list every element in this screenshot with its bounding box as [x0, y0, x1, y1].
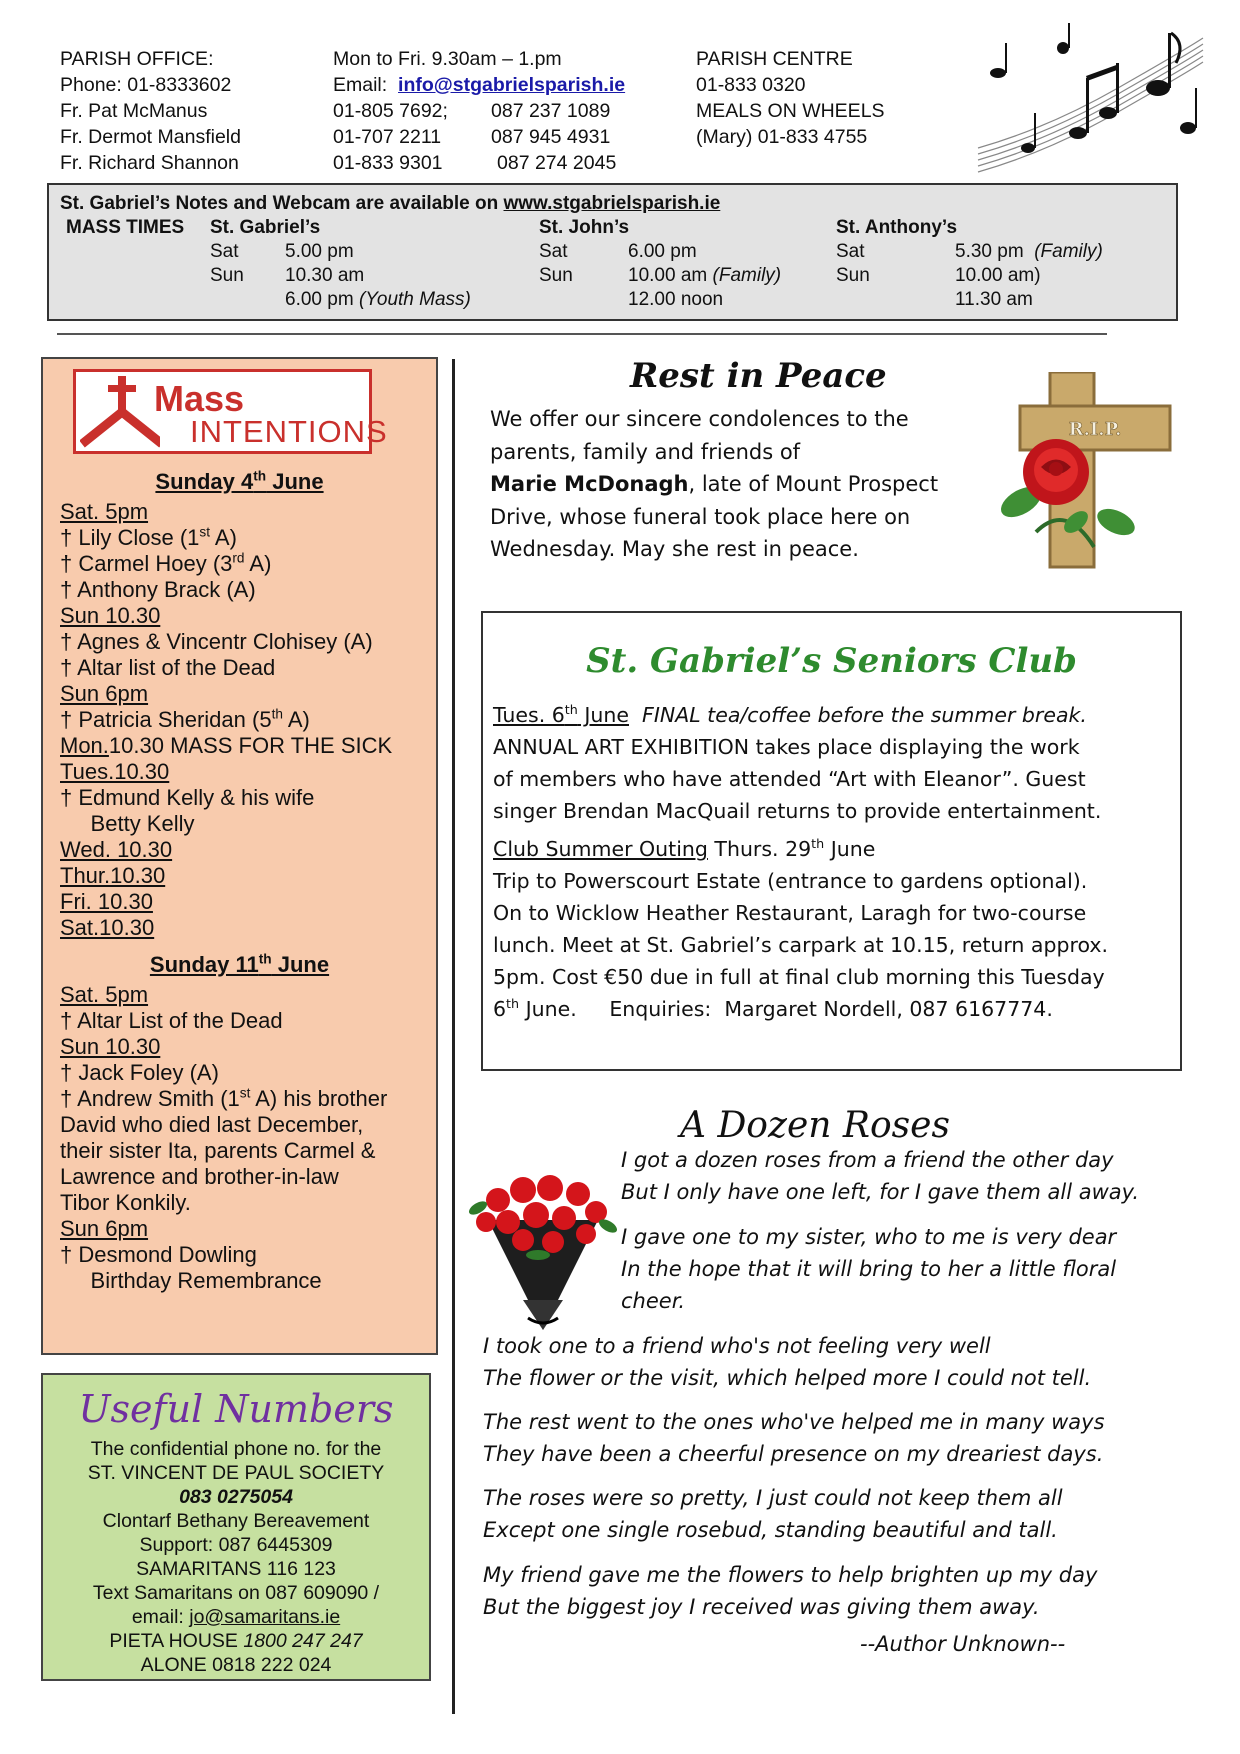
intention-line: † Jack Foley (A): [60, 1060, 219, 1085]
intention-line: Thur.10.30: [60, 863, 166, 888]
poem-line: Except one single rosebud, standing beautiful and tall.: [483, 1518, 1058, 1542]
seniors-line: [493, 699, 1087, 731]
intention-line: † Edmund Kelly & his wife: [60, 785, 315, 810]
seniors-line: ANNUAL ART EXHIBITION takes place displaying the work: [493, 735, 1080, 759]
intention-sup: th: [271, 706, 283, 722]
intention-line: Sun 6pm: [60, 1216, 149, 1241]
webcam-notice: [60, 193, 720, 215]
seniors-club-box: [481, 611, 1182, 1071]
intention-text: † Carmel Hoey (3: [60, 551, 233, 576]
poem-line: The flower or the visit, which helped more I could not tell.: [483, 1366, 1092, 1390]
mass-times-label: MASS TIMES: [66, 217, 185, 238]
useful-numbers-title: Useful Numbers: [78, 1387, 394, 1431]
rip-cross-rose-icon: [996, 372, 1180, 572]
intention-line: Tues.10.30: [60, 759, 170, 784]
seniors-date: Tues. 6: [493, 703, 565, 727]
useful-line: SAMARITANS 116 123: [136, 1558, 336, 1580]
pieta-phone: 1800 247 247: [243, 1630, 363, 1652]
priest-2: Fr. Dermot Mansfield: [60, 126, 241, 148]
intention-line: Sat. 5pm: [60, 982, 149, 1007]
music-notes-icon: [968, 18, 1208, 183]
mass-day: Sun: [210, 265, 244, 286]
sunday-heading-1: [43, 469, 436, 495]
mass-intentions-logo: [73, 369, 388, 454]
church-roof-icon: [80, 376, 160, 448]
rip-line: Drive, whose funeral took place here on: [490, 504, 911, 529]
seniors-line: [493, 833, 875, 865]
rip-line: [490, 468, 970, 501]
mass-time-value: 6.00 pm: [285, 289, 354, 310]
poem-line: They have been a cheerful presence on my dreariest days.: [483, 1442, 1104, 1466]
intention-line: Sun 10.30: [60, 603, 161, 628]
email-link[interactable]: info@stgabrielsparish.ie: [398, 74, 626, 96]
intention-line: [60, 733, 392, 759]
poem-line: But the biggest joy I received was giving them away.: [483, 1595, 1040, 1619]
church-name-st-johns: St. John’s: [539, 217, 630, 238]
mass-day: Sat: [836, 241, 865, 262]
poem-line: My friend gave me the flowers to help brighten up my day: [483, 1563, 1098, 1587]
rip-title: Rest in Peace: [630, 356, 887, 396]
intention-line: † Anthony Brack (A): [60, 577, 256, 602]
useful-line: The confidential phone no. for the: [90, 1438, 382, 1460]
sunday-2-month: June: [271, 952, 330, 977]
church-name-st-anthonys: St. Anthony’s: [836, 217, 958, 238]
rip-line: parents, family and friends of: [490, 439, 801, 464]
seniors-sup: th: [506, 996, 520, 1012]
intention-line: Sun 6pm: [60, 681, 149, 706]
priest-3: Fr. Richard Shannon: [60, 152, 239, 174]
mass-time-value: 5.30 pm: [955, 241, 1024, 262]
mass-day: Sat: [210, 241, 239, 262]
church-name-st-gabriels: St. Gabriel’s: [210, 217, 321, 238]
meals-phone: (Mary) 01-833 4755: [696, 126, 868, 148]
poem-line: I got a dozen roses from a friend the other day: [621, 1148, 1114, 1172]
centre-title: PARISH CENTRE: [696, 48, 853, 70]
logo-mass-text: Mass: [154, 378, 245, 419]
priest-2-mobile: 087 945 4931: [491, 126, 611, 148]
mass-note: (Family): [1034, 241, 1103, 262]
priest-3-mobile: 087 274 2045: [497, 152, 617, 174]
seniors-date: June: [577, 703, 629, 727]
intention-line: † Altar List of the Dead: [60, 1008, 283, 1033]
seniors-final-tea: FINAL tea/coffee before the summer break.: [642, 703, 1087, 727]
priest-3-landline: 01-833 9301: [333, 152, 443, 174]
mass-time: 10.30 am: [285, 265, 365, 286]
intention-text: A) his brother: [250, 1086, 388, 1111]
intention-text: 10.30 MASS FOR THE SICK: [108, 733, 393, 758]
mass-time-value: 10.00 am: [628, 265, 708, 286]
intention-line: Wed. 10.30: [60, 837, 173, 862]
mass-day: Sat: [539, 241, 568, 262]
intention-line: † Desmond Dowling: [60, 1242, 257, 1267]
poem-line: The roses were so pretty, I just could not keep them all: [483, 1486, 1063, 1510]
sunday-2-text: Sunday 11: [149, 952, 259, 977]
rip-text: [490, 403, 970, 566]
poem-line: The rest went to the ones who've helped me in many ways: [483, 1410, 1105, 1434]
mass-day: Sun: [539, 265, 573, 286]
intention-text: † Patricia Sheridan (5: [60, 707, 272, 732]
poem-line: But I only have one left, for I gave them all away.: [621, 1180, 1140, 1204]
mass-intentions-box: [41, 357, 438, 1355]
email-row: [333, 72, 673, 98]
intention-line: † Altar list of the Dead: [60, 655, 276, 680]
rip-line: Wednesday. May she rest in peace.: [490, 537, 859, 561]
section-divider: [57, 333, 1107, 335]
useful-line: Clontarf Bethany Bereavement: [102, 1510, 370, 1532]
intention-line: David who died last December,: [60, 1112, 364, 1137]
mass-note: (Family): [712, 265, 782, 286]
mass-time: [628, 265, 781, 287]
mass-times-box: [47, 183, 1178, 321]
office-title: PARISH OFFICE:: [60, 48, 214, 70]
mass-time: 12.00 noon: [628, 289, 724, 310]
intention-text: A): [282, 707, 310, 732]
parish-office-block: [60, 46, 330, 176]
outing-sup: th: [811, 836, 825, 852]
intention-line: Sat.10.30: [60, 915, 155, 940]
priest-2-landline: 01-707 2211: [333, 126, 442, 148]
svp-phone: 083 0275054: [179, 1486, 293, 1508]
intention-line: their sister Ita, parents Carmel &: [60, 1138, 376, 1163]
mass-note: (Youth Mass): [358, 289, 471, 310]
seniors-line: Trip to Powerscourt Estate (entrance to gardens optional).: [493, 869, 1088, 893]
intention-sup: st: [239, 1085, 251, 1101]
office-hours: Mon to Fri. 9.30am – 1.pm: [333, 48, 562, 70]
mass-time: 11.30 am: [955, 289, 1033, 310]
mass-time: 6.00 pm: [628, 241, 697, 262]
intention-text: A): [244, 551, 272, 576]
intention-line: Betty Kelly: [60, 811, 195, 836]
office-phone: Phone: 01-8333602: [60, 74, 232, 96]
outing-month: June: [824, 837, 876, 861]
seniors-line: lunch. Meet at St. Gabriel’s carpark at 10.15, return approx.: [493, 933, 1109, 957]
intention-line: [60, 525, 237, 551]
priest-1-landline: 01-805 7692;: [333, 100, 448, 122]
intention-line: [60, 1086, 387, 1112]
intention-line: † Agnes & Vincentr Clohisey (A): [60, 629, 373, 654]
seniors-line: On to Wicklow Heather Restaurant, Laragh for two-course: [493, 901, 1087, 925]
poem-line: I took one to a friend who's not feeling very well: [483, 1334, 991, 1358]
outing-heading: Club Summer Outing: [493, 837, 708, 861]
logo-intentions-text: INTENTIONS: [190, 414, 388, 449]
useful-line: ST. VINCENT DE PAUL SOCIETY: [87, 1462, 385, 1484]
useful-line: Support: 087 6445309: [139, 1534, 333, 1556]
poem-line: cheer.: [621, 1289, 686, 1313]
priest-1-phones: [333, 98, 673, 124]
poem-author: --Author Unknown--: [860, 1632, 1066, 1656]
website-link[interactable]: www.stgabrielsparish.ie: [503, 193, 721, 214]
priest-3-phones: [333, 150, 673, 176]
intention-line: Tibor Konkily.: [60, 1190, 191, 1215]
intention-line: [60, 551, 271, 577]
seniors-text: June. Enquiries: Margaret Nordell, 087 6167774.: [519, 997, 1053, 1021]
samaritans-email-link[interactable]: jo@samaritans.ie: [189, 1606, 341, 1628]
meals-title: MEALS ON WHEELS: [696, 100, 885, 122]
poem-line: I gave one to my sister, who to me is very dear: [621, 1225, 1117, 1249]
sunday-heading-2: [43, 952, 436, 978]
intention-sup: st: [199, 524, 210, 540]
useful-numbers-box: [41, 1373, 431, 1681]
centre-phone: 01-833 0320: [696, 74, 806, 96]
intention-text: Mon.: [60, 733, 109, 758]
seniors-line: singer Brendan MacQuail returns to provide entertainment.: [493, 799, 1102, 823]
useful-line: [43, 1605, 429, 1629]
intention-line: Birthday Remembrance: [60, 1268, 322, 1293]
mass-time: [285, 289, 471, 311]
column-divider: [452, 359, 455, 1714]
seniors-sup: th: [564, 702, 578, 718]
intention-text: † Andrew Smith (1: [60, 1086, 240, 1111]
poem-line: In the hope that it will bring to her a little floral: [621, 1257, 1117, 1281]
sunday-2-sup: th: [258, 951, 272, 967]
mass-time: 5.00 pm: [285, 241, 354, 262]
rip-cross-text: R.I.P.: [1068, 419, 1122, 440]
sunday-1-month: June: [266, 469, 324, 494]
outing-date: Thurs. 29: [707, 837, 812, 861]
intention-text: A): [210, 525, 237, 550]
poem-title: A Dozen Roses: [680, 1105, 950, 1146]
priest-1: Fr. Pat McManus: [60, 100, 208, 122]
intention-line: Fri. 10.30: [60, 889, 153, 914]
seniors-line: [493, 993, 1053, 1025]
email-prefix: email:: [131, 1606, 190, 1628]
intention-text: † Lily Close (1: [60, 525, 200, 550]
intention-line: Sun 10.30: [60, 1034, 161, 1059]
intention-line: [60, 707, 310, 733]
email-label: Email:: [333, 74, 388, 96]
intention-line: Sat. 5pm: [60, 499, 149, 524]
mass-time: [955, 241, 1103, 263]
contact-block: [333, 46, 673, 176]
seniors-line: of members who have attended “Art with Eleanor”. Guest: [493, 767, 1086, 791]
rose-bouquet-icon: [468, 1160, 618, 1335]
useful-line: [43, 1629, 429, 1653]
rip-line-text: , late of Mount Prospect: [688, 472, 939, 496]
seniors-club-title: St. Gabriel’s Seniors Club: [586, 641, 1077, 681]
rip-line: We offer our sincere condolences to the: [490, 407, 909, 431]
parish-centre-block: [696, 46, 946, 150]
useful-line: Text Samaritans on 087 609090 /: [92, 1582, 380, 1604]
intention-line: Lawrence and brother-in-law: [60, 1164, 339, 1189]
sunday-1-text: Sunday 4: [155, 469, 254, 494]
useful-line: ALONE 0818 222 024: [140, 1654, 332, 1676]
priest-1-mobile: 087 237 1089: [491, 100, 611, 122]
sunday-1-sup: th: [253, 468, 267, 484]
pieta-label: PIETA HOUSE: [109, 1630, 244, 1652]
mass-time: 10.00 am): [955, 265, 1041, 286]
seniors-text: 6: [493, 997, 507, 1021]
deceased-name: Marie McDonagh: [490, 472, 689, 496]
mass-day: Sun: [836, 265, 870, 286]
intention-sup: rd: [232, 550, 245, 566]
webcam-notice-text: St. Gabriel’s Notes and Webcam are available on: [60, 193, 499, 214]
priest-2-phones: [333, 124, 673, 150]
seniors-line: 5pm. Cost €50 due in full at final club morning this Tuesday: [493, 965, 1105, 989]
